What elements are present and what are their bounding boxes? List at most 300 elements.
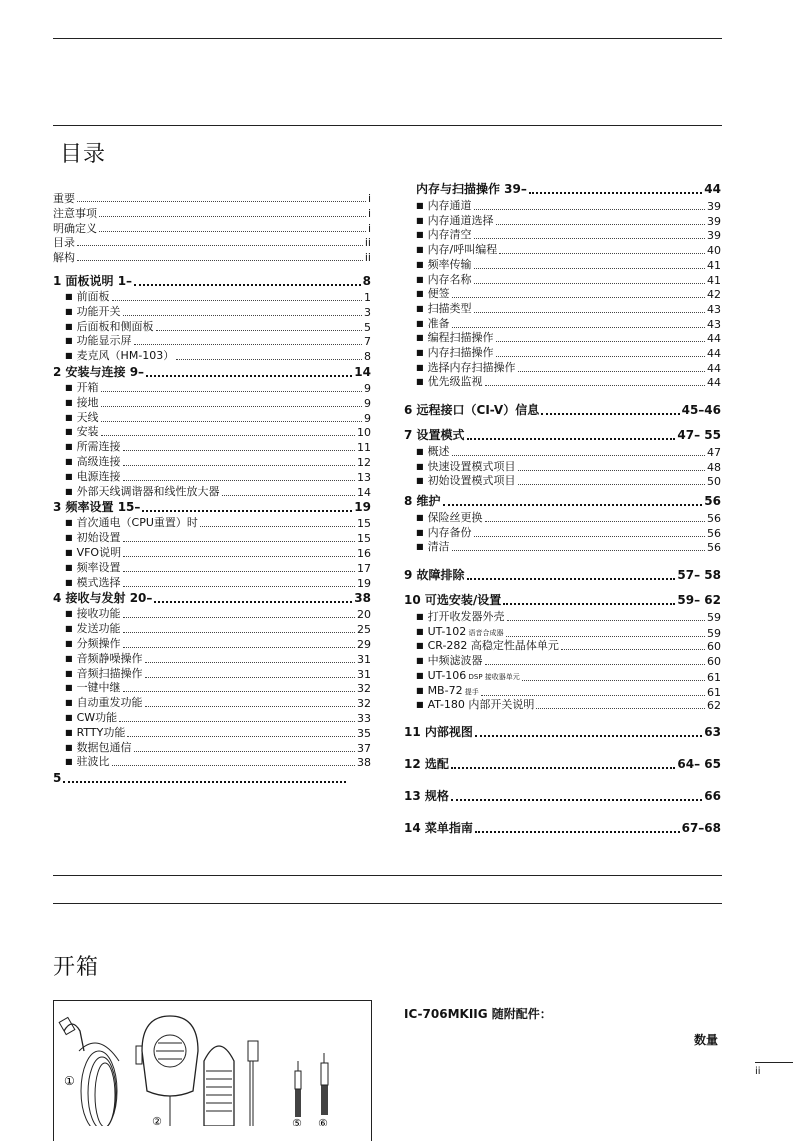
toc-entry[interactable] xyxy=(416,243,721,257)
toc-entry-label: ■ 选择内存扫描操作 xyxy=(416,361,516,375)
page-number-rule xyxy=(755,1062,793,1063)
toc-entry-page: 43 xyxy=(707,317,721,331)
toc-entry-page: 39 xyxy=(707,200,721,213)
toc-section[interactable] xyxy=(404,758,721,771)
toc-entry-label: ■ 功能显示屏 xyxy=(65,334,132,348)
leader-dots xyxy=(541,413,679,415)
leader-dots xyxy=(134,284,361,286)
toc-entry-page: 63 xyxy=(704,725,721,739)
toc-entry-page: 61 xyxy=(707,685,721,699)
leader-dots xyxy=(507,620,705,621)
toc-entry-page: 10 xyxy=(357,426,371,440)
leader-dots xyxy=(112,765,355,766)
toc-entry[interactable] xyxy=(416,474,721,488)
toc-entry[interactable] xyxy=(416,199,721,213)
toc-entry[interactable] xyxy=(416,654,721,668)
toc-entry[interactable] xyxy=(65,305,371,319)
toc-entry[interactable] xyxy=(65,711,371,725)
toc-entry-label: ■ 初始设置 xyxy=(65,531,121,545)
toc-entry-label: ■ 内存扫描操作 xyxy=(416,346,494,360)
leader-dots xyxy=(77,245,363,246)
toc-entry-label: ■ 内存名称 xyxy=(416,273,472,287)
toc-entry[interactable] xyxy=(65,576,371,590)
toc-entry-page: 13 xyxy=(357,470,371,484)
toc-entry[interactable] xyxy=(65,396,371,410)
toc-entry[interactable] xyxy=(65,755,371,769)
toc-entry-page: 39 xyxy=(707,229,721,243)
leader-dots xyxy=(222,495,355,496)
toc-entry[interactable] xyxy=(65,607,371,621)
leader-dots xyxy=(522,680,705,681)
leader-dots xyxy=(134,344,362,345)
toc-entry-suffix: DSP 接收器单元 xyxy=(466,672,520,681)
leader-dots xyxy=(123,617,355,618)
leader-dots xyxy=(536,708,705,709)
toc-entry[interactable] xyxy=(65,381,371,395)
leader-dots xyxy=(154,601,352,603)
toc-entry-label: ■ 分频操作 xyxy=(65,637,121,651)
toc-entry-label: 13 规格 xyxy=(404,789,449,803)
toc-entry-page: 61 xyxy=(707,670,721,684)
toc-entry-page: 37 xyxy=(357,741,371,755)
section-rule-2 xyxy=(53,903,722,904)
toc-section[interactable] xyxy=(404,569,721,582)
toc-entry-label: ■ 驻波比 xyxy=(65,755,110,769)
leader-dots xyxy=(123,691,355,692)
toc-entry[interactable] xyxy=(416,445,721,459)
toc-entry-label: ■ 外部天线调谐器和线性放大器 xyxy=(65,485,220,499)
leader-dots xyxy=(496,224,705,225)
toc-entry-page: 41 xyxy=(707,273,721,287)
toc-entry[interactable] xyxy=(65,455,371,469)
toc-entry-page: 59 xyxy=(707,611,721,624)
toc-entry-label: 8 维护 xyxy=(404,494,441,508)
toc-entry[interactable] xyxy=(65,440,371,454)
toc-entry-page: 59– 62 xyxy=(677,593,721,607)
toc-entry-suffix: 语音合成器 xyxy=(466,628,504,637)
toc-entry-page: 59 xyxy=(707,626,721,640)
toc-entry-label: 4 接收与发射 20– xyxy=(53,591,153,606)
toc-entry-label: ■ 打开收发器外壳 xyxy=(416,610,505,624)
toc-entry-label: ■ 内存/呼叫编程 xyxy=(416,243,497,257)
toc-entry-page: 44 xyxy=(704,182,721,196)
toc-entry-page: 57– 58 xyxy=(677,568,721,582)
toc-entry-label: 明确定义 xyxy=(53,221,97,235)
leader-dots xyxy=(451,799,702,801)
leader-dots xyxy=(123,465,355,466)
leader-dots xyxy=(474,283,705,284)
leader-dots xyxy=(156,330,362,331)
toc-entry-label: 目录 xyxy=(53,236,75,250)
toc-entry[interactable] xyxy=(416,331,721,345)
toc-entry-page: 47– 55 xyxy=(677,428,721,442)
toc-entry-page: 40 xyxy=(707,244,721,258)
toc-entry-label: ■ 内存通道选择 xyxy=(416,214,494,228)
leader-dots xyxy=(443,504,703,506)
leader-dots xyxy=(506,636,705,637)
toc-entry[interactable] xyxy=(416,273,721,287)
toc-entry-label: ■ 便签 xyxy=(416,287,450,301)
toc-entry[interactable] xyxy=(65,334,371,348)
toc-entry-page: i xyxy=(367,192,371,205)
toc-entry-label: ■ 首次通电（CPU重置）时 xyxy=(65,516,198,530)
toc-entry-page: 31 xyxy=(357,667,371,681)
leader-dots xyxy=(101,421,362,422)
toc-entry-label: ■ 内存清空 xyxy=(416,228,472,242)
toc-entry-page: 5 xyxy=(364,320,371,334)
toc-entry-label: 11 内部视图 xyxy=(404,725,473,739)
toc-entry[interactable] xyxy=(65,470,371,484)
toc-entry-page: 38 xyxy=(354,591,371,606)
toc-entry-label: ■ 后面板和侧面板 xyxy=(65,320,154,334)
toc-entry-label: 14 菜单指南 xyxy=(404,821,473,835)
toc-entry-page: 44 xyxy=(707,347,721,360)
toc-entry-page: 56 xyxy=(707,512,721,525)
leader-dots xyxy=(518,470,705,471)
leader-dots xyxy=(499,253,705,254)
toc-entry-page: 32 xyxy=(357,697,371,711)
toc-entry-page: 17 xyxy=(357,561,371,575)
toc-entry-page: 44 xyxy=(707,332,721,346)
leader-dots xyxy=(99,231,366,232)
leader-dots xyxy=(123,315,362,316)
toc-section[interactable] xyxy=(404,404,721,417)
toc-entry[interactable] xyxy=(416,317,721,331)
toc-entry-label: ■ 接收功能 xyxy=(65,607,121,621)
toc-entry-label: ■ 发送功能 xyxy=(65,622,121,636)
toc-entry-page: 44 xyxy=(707,361,721,375)
toc-entry-page: 32 xyxy=(357,682,371,696)
toc-entry-label: 内存与扫描操作 39– xyxy=(416,182,527,196)
figure-label-6: ⑥ xyxy=(318,1117,328,1126)
toc-section[interactable] xyxy=(404,790,721,803)
toc-entry[interactable] xyxy=(416,610,721,624)
toc-entry[interactable] xyxy=(416,287,721,301)
toc-entry-label: ■ VFO说明 xyxy=(65,546,121,560)
leader-dots xyxy=(474,238,705,239)
leader-dots xyxy=(99,216,366,217)
leader-dots xyxy=(529,192,702,194)
toc-entry[interactable] xyxy=(65,681,371,695)
toc-entry-label: ■ 音频扫描操作 xyxy=(65,667,143,681)
toc-entry-label: ■ 频率设置 xyxy=(65,561,121,575)
toc-entry-label: 6 远程接口（CI-V）信息 xyxy=(404,403,540,417)
toc-entry-page: 33 xyxy=(357,712,371,725)
toc-entry-page: 16 xyxy=(357,547,371,560)
leader-dots xyxy=(503,603,675,605)
toc-entry[interactable] xyxy=(65,531,371,545)
quantity-label: 数量 xyxy=(694,1033,719,1047)
toc-entry-label: ■ UT-102 语音合成器 xyxy=(416,625,504,640)
toc-entry[interactable] xyxy=(416,669,721,684)
leader-dots xyxy=(474,268,705,269)
toc-entry[interactable] xyxy=(65,320,371,334)
toc-entry[interactable] xyxy=(65,546,371,560)
toc-entry-label: ■ 频率传输 xyxy=(416,258,472,272)
toc-entry-label: ■ UT-106 DSP 接收器单元 xyxy=(416,669,520,684)
toc-section[interactable] xyxy=(53,501,371,514)
toc-entry-page: 7 xyxy=(364,335,371,349)
toc-entry[interactable] xyxy=(65,637,371,651)
leader-dots xyxy=(123,586,355,587)
toc-section[interactable] xyxy=(404,726,721,739)
toc-entry-label: 重要 xyxy=(53,192,75,205)
leader-dots xyxy=(474,536,705,537)
toc-entry[interactable] xyxy=(416,526,721,540)
toc-entry-page: 9 xyxy=(364,396,371,410)
leader-dots xyxy=(145,677,355,678)
toc-entry-label: ■ 中频滤波器 xyxy=(416,654,483,668)
toc-entry-label: ■ 扫描类型 xyxy=(416,302,472,316)
leader-dots xyxy=(496,341,705,342)
toc-entry[interactable] xyxy=(53,236,371,249)
toc-entry-page: 50 xyxy=(707,475,721,489)
leader-dots xyxy=(474,209,705,210)
toc-entry-page: 62 xyxy=(707,699,721,713)
leader-dots xyxy=(63,781,346,783)
leader-dots xyxy=(134,751,355,752)
toc-entry-page: 14 xyxy=(357,485,371,499)
leader-dots xyxy=(475,735,702,737)
leader-dots xyxy=(123,647,355,648)
page-number: ii xyxy=(755,1066,761,1077)
toc-entry-page: 39 xyxy=(707,214,721,228)
top-rule xyxy=(53,38,722,39)
toc-entry-label: 注意事项 xyxy=(53,206,97,220)
toc-entry-label: ■ CR-282 高稳定性晶体单元 xyxy=(416,639,559,653)
toc-entry-page: 67–68 xyxy=(681,821,721,835)
toc-entry-page: 64– 65 xyxy=(677,757,721,771)
leader-dots xyxy=(518,371,705,372)
toc-section[interactable] xyxy=(404,594,721,607)
toc-entry[interactable] xyxy=(65,667,371,681)
toc-entry[interactable] xyxy=(65,516,371,530)
toc-entry-page: 48 xyxy=(707,460,721,474)
toc-section[interactable] xyxy=(416,183,721,196)
toc-entry[interactable] xyxy=(416,698,721,712)
toc-entry-label: 3 频率设置 15– xyxy=(53,500,141,515)
toc-entry-label: ■ 麦克风（HM-103） xyxy=(65,349,174,363)
toc-section[interactable] xyxy=(53,592,371,605)
toc-entry-suffix: 提手 xyxy=(462,687,479,696)
toc-entry[interactable] xyxy=(53,251,371,264)
unpacking-title: 开箱 xyxy=(53,955,100,980)
leader-dots xyxy=(77,201,366,202)
toc-entry[interactable] xyxy=(65,485,371,499)
toc-entry-page: 60 xyxy=(707,655,721,669)
toc-entry[interactable] xyxy=(416,684,721,699)
toc-entry-label: ■ MB-72 提手 xyxy=(416,684,479,699)
leader-dots xyxy=(112,300,362,301)
toc-entry[interactable] xyxy=(416,375,721,389)
toc-entry[interactable] xyxy=(53,207,371,220)
toc-entry[interactable] xyxy=(65,741,371,755)
toc-entry-label: 5 xyxy=(53,771,62,786)
toc-entry[interactable] xyxy=(416,228,721,242)
toc-entry[interactable] xyxy=(53,222,371,235)
toc-entry-label: 解构 xyxy=(53,251,75,265)
toc-entry[interactable] xyxy=(65,622,371,636)
toc-entry-label: ■ 天线 xyxy=(65,411,99,425)
leader-dots xyxy=(119,721,355,722)
toc-entry-label: ■ 内存备份 xyxy=(416,526,472,540)
toc-entry-label: 12 选配 xyxy=(404,757,449,771)
toc-entry[interactable] xyxy=(416,540,721,554)
toc-entry-label: ■ 高级连接 xyxy=(65,455,121,469)
leader-dots xyxy=(123,556,355,557)
leader-dots xyxy=(123,541,355,542)
toc-entry-label: ■ 安装 xyxy=(65,425,99,439)
toc-entry-page: 11 xyxy=(357,441,371,455)
leader-dots xyxy=(467,578,676,580)
leader-dots xyxy=(123,450,355,451)
toc-entry[interactable] xyxy=(53,192,371,205)
leader-dots xyxy=(561,649,705,650)
toc-entry-label: ■ 优先级监视 xyxy=(416,375,483,389)
toc-entry[interactable] xyxy=(65,726,371,740)
toc-entry-page: 56 xyxy=(704,494,721,508)
leader-dots xyxy=(123,480,355,481)
leader-dots xyxy=(142,510,352,512)
leader-dots xyxy=(475,831,680,833)
figure-label-2: ② xyxy=(152,1115,162,1126)
toc-entry-label: ■ 数据包通信 xyxy=(65,741,132,755)
toc-entry-label: ■ 所需连接 xyxy=(65,440,121,454)
toc-entry-label: ■ 初始设置模式项目 xyxy=(416,474,516,488)
toc-entry[interactable] xyxy=(65,652,371,666)
toc-entry-label: ■ 编程扫描操作 xyxy=(416,331,494,345)
toc-entry-page: 35 xyxy=(357,726,371,740)
leader-dots xyxy=(146,375,352,377)
leader-dots xyxy=(485,521,705,522)
leader-dots xyxy=(474,312,705,313)
leader-dots xyxy=(123,571,355,572)
toc-section[interactable] xyxy=(53,366,371,379)
toc-entry-label: ■ 电源连接 xyxy=(65,470,121,484)
leader-dots xyxy=(452,297,705,298)
toc-entry[interactable] xyxy=(65,290,371,304)
toc-entry[interactable] xyxy=(416,361,721,375)
toc-entry[interactable] xyxy=(416,302,721,316)
leader-dots xyxy=(176,359,362,360)
toc-entry[interactable] xyxy=(416,214,721,228)
toc-section[interactable] xyxy=(53,275,371,288)
toc-entry-page: 45–46 xyxy=(681,403,721,417)
toc-entry-page: 31 xyxy=(357,652,371,666)
toc-entry-page: 29 xyxy=(357,638,371,651)
toc-entry-label: ■ 开箱 xyxy=(65,381,99,395)
toc-entry[interactable] xyxy=(65,425,371,439)
toc-entry-page: 15 xyxy=(357,517,371,531)
toc-entry-page: i xyxy=(367,221,371,235)
toc-section[interactable] xyxy=(53,772,348,785)
toc-entry-page: 19 xyxy=(354,500,371,515)
toc-section[interactable] xyxy=(404,429,721,442)
toc-entry-page: 60 xyxy=(707,640,721,654)
accessories-title: IC-706MKIIG 随附配件： xyxy=(404,1007,552,1021)
leader-dots xyxy=(452,327,705,328)
toc-entry-page: 9 xyxy=(364,411,371,425)
toc-entry-label: ■ 自动重发功能 xyxy=(65,696,143,710)
leader-dots xyxy=(145,706,355,707)
toc-entry-label: ■ 一键中继 xyxy=(65,681,121,695)
toc-entry-label: 1 面板说明 1– xyxy=(53,274,133,288)
toc-entry-page: 56 xyxy=(707,541,721,555)
toc-entry-page: 14 xyxy=(354,365,371,379)
toc-entry[interactable] xyxy=(65,411,371,425)
toc-entry-label: ■ 快速设置模式项目 xyxy=(416,460,516,474)
toc-entry-label: 10 可选安装/设置 xyxy=(404,593,502,607)
leader-dots xyxy=(101,435,355,436)
toc-entry-page: 43 xyxy=(707,302,721,316)
toc-entry-page: 8 xyxy=(362,274,371,288)
toc-entry-label: ■ 清洁 xyxy=(416,540,450,554)
toc-entry[interactable] xyxy=(416,511,721,525)
toc-entry-page: ii xyxy=(364,236,371,250)
toc-entry[interactable] xyxy=(416,625,721,640)
toc-entry-page: 9 xyxy=(364,382,371,395)
toc-entry-label: ■ 音频静噪操作 xyxy=(65,652,143,666)
toc-section[interactable] xyxy=(404,495,721,508)
toc-entry[interactable] xyxy=(416,346,721,360)
toc-entry-label: ■ RTTY功能 xyxy=(65,726,125,740)
toc-entry-label: 2 安装与连接 9– xyxy=(53,365,145,379)
toc-entry-label: ■ 内存通道 xyxy=(416,199,472,213)
toc-entry-label: ■ 准备 xyxy=(416,317,450,331)
toc-entry-page: 41 xyxy=(707,258,721,272)
toc-entry-label: ■ 前面板 xyxy=(65,290,110,304)
leader-dots xyxy=(452,455,705,456)
toc-entry[interactable] xyxy=(416,460,721,474)
toc-entry-page: 56 xyxy=(707,526,721,540)
toc-entry[interactable] xyxy=(65,696,371,710)
toc-entry-label: ■ 保险丝更换 xyxy=(416,511,483,525)
toc-entry-label: ■ 功能开关 xyxy=(65,305,121,319)
leader-dots xyxy=(451,767,676,769)
leader-dots xyxy=(485,664,705,665)
toc-entry-page: 42 xyxy=(707,288,721,302)
toc-entry-label: ■ AT-180 内部开关说明 xyxy=(416,698,534,712)
leader-dots xyxy=(101,391,362,392)
leader-dots xyxy=(127,736,355,737)
toc-entry-page: 1 xyxy=(364,291,371,304)
leader-dots xyxy=(452,550,705,551)
accessories-illustration xyxy=(54,1001,371,1126)
toc-entry-page: 20 xyxy=(357,608,371,622)
toc-entry-label: 9 故障排除 xyxy=(404,568,465,582)
leader-dots xyxy=(101,406,362,407)
toc-entry[interactable] xyxy=(416,639,721,653)
toc-entry-label: ■ 接地 xyxy=(65,396,99,410)
section-rule-1 xyxy=(53,875,722,876)
leader-dots xyxy=(77,260,363,261)
leader-dots xyxy=(485,385,705,386)
toc-entry-page: i xyxy=(367,206,371,220)
toc-section[interactable] xyxy=(404,822,721,835)
toc-entry[interactable] xyxy=(416,258,721,272)
toc-entry[interactable] xyxy=(65,349,371,363)
toc-entry[interactable] xyxy=(65,561,371,575)
toc-entry-page: 8 xyxy=(364,350,371,364)
toc-entry-label: ■ 模式选择 xyxy=(65,576,121,590)
heading-rule xyxy=(53,125,722,126)
toc-entry-page: 12 xyxy=(357,456,371,469)
page-title: 目录 xyxy=(60,142,107,167)
leader-dots xyxy=(123,632,355,633)
toc-entry-page: ii xyxy=(364,251,371,265)
accessories-figure xyxy=(53,1000,372,1141)
toc-entry-page: 38 xyxy=(357,756,371,770)
